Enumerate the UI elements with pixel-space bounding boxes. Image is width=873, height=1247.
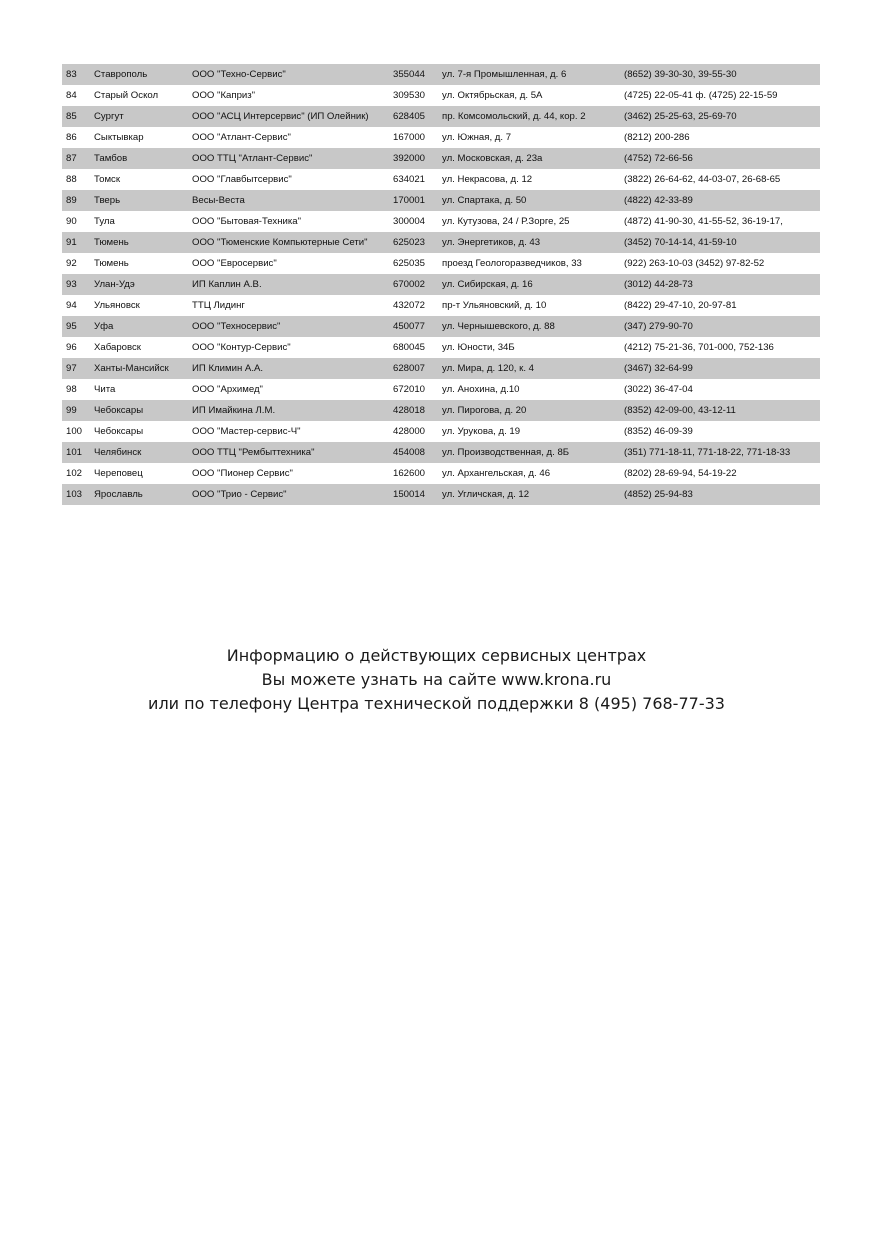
row-address: ул. Спартака, д. 50 (442, 195, 527, 206)
row-number: 103 (66, 489, 83, 500)
row-postal-code: 162600 (393, 468, 426, 479)
row-number: 101 (66, 447, 83, 458)
row-phone: (4852) 25-94-83 (624, 489, 693, 500)
row-number: 87 (66, 153, 77, 164)
row-number: 98 (66, 384, 77, 395)
row-organization: ООО ТТЦ "Рембыттехника" (192, 447, 315, 458)
row-number: 93 (66, 279, 77, 290)
row-organization: ООО "Мастер-сервис-Ч" (192, 426, 301, 437)
row-address: пр. Комсомольский, д. 44, кор. 2 (442, 111, 586, 122)
row-address: ул. Южная, д. 7 (442, 132, 512, 143)
row-postal-code: 355044 (393, 69, 426, 80)
row-organization: ООО "Контур-Сервис" (192, 342, 291, 353)
row-postal-code: 450077 (393, 321, 426, 332)
row-city: Старый Оскол (94, 90, 159, 101)
row-organization: ТТЦ Лидинг (192, 300, 245, 311)
row-address: ул. Кутузова, 24 / Р.Зорге, 25 (442, 216, 570, 227)
row-city: Уфа (94, 321, 114, 332)
row-number: 83 (66, 69, 77, 80)
row-phone: (3822) 26-64-62, 44-03-07, 26-68-65 (624, 174, 781, 185)
row-address: ул. Сибирская, д. 16 (442, 279, 533, 290)
row-address: ул. Угличская, д. 12 (442, 489, 530, 500)
table-row (62, 274, 820, 295)
row-organization: ООО ТТЦ "Атлант-Сервис" (192, 153, 313, 164)
row-number: 100 (66, 426, 83, 437)
row-postal-code: 392000 (393, 153, 426, 164)
row-phone: (3022) 36-47-04 (624, 384, 693, 395)
table-row (62, 463, 820, 484)
support-info (0, 644, 873, 716)
row-city: Череповец (94, 468, 143, 479)
row-city: Хабаровск (94, 342, 141, 353)
row-phone: (4212) 75-21-36, 701-000, 752-136 (624, 342, 774, 353)
table-row (62, 169, 820, 190)
row-postal-code: 150014 (393, 489, 426, 500)
row-phone: (8352) 46-09-39 (624, 426, 693, 437)
row-address: ул. Производственная, д. 8Б (442, 447, 570, 458)
row-postal-code: 672010 (393, 384, 426, 395)
row-city: Ярославль (94, 489, 143, 500)
row-phone: (8212) 200-286 (624, 132, 690, 143)
row-organization: ИП Имайкина Л.М. (192, 405, 276, 416)
row-city: Ханты-Мансийск (94, 363, 169, 374)
row-postal-code: 300004 (393, 216, 426, 227)
row-organization: ООО "Атлант-Сервис" (192, 132, 291, 143)
row-postal-code: 170001 (393, 195, 426, 206)
row-postal-code: 625023 (393, 237, 426, 248)
table-row (62, 484, 820, 505)
table-row (62, 106, 820, 127)
row-phone: (8202) 28-69-94, 54-19-22 (624, 468, 737, 479)
table-row (62, 358, 820, 379)
table-row (62, 211, 820, 232)
row-organization: ООО "Каприз" (192, 90, 256, 101)
row-city: Сургут (94, 111, 124, 122)
row-organization: ООО "Пионер Сервис" (192, 468, 293, 479)
row-city: Сыктывкар (94, 132, 144, 143)
support-info-line-1: Информацию о действующих сервисных центрах (226, 646, 647, 665)
row-address: ул. Некрасова, д. 12 (442, 174, 533, 185)
row-phone: (3467) 32-64-99 (624, 363, 693, 374)
row-city: Тюмень (94, 258, 129, 269)
row-number: 89 (66, 195, 77, 206)
support-info-line-2: Вы можете узнать на сайте www.krona.ru (261, 670, 612, 689)
row-phone: (8652) 39-30-30, 39-55-30 (624, 69, 737, 80)
row-phone: (8422) 29-47-10, 20-97-81 (624, 300, 737, 311)
row-phone: (4822) 42-33-89 (624, 195, 693, 206)
row-organization: ООО "Евросервис" (192, 258, 277, 269)
row-organization: ИП Климин А.А. (192, 363, 264, 374)
table-row (62, 316, 820, 337)
row-postal-code: 634021 (393, 174, 426, 185)
table-row (62, 127, 820, 148)
row-organization: ИП Каплин А.В. (192, 279, 262, 290)
service-centers-table (62, 64, 820, 505)
row-city: Тула (94, 216, 115, 227)
row-postal-code: 670002 (393, 279, 426, 290)
row-city: Тверь (94, 195, 121, 206)
row-number: 85 (66, 111, 77, 122)
row-phone: (4872) 41-90-30, 41-55-52, 36-19-17, (624, 216, 783, 227)
row-city: Ставрополь (94, 69, 148, 80)
table-row (62, 64, 820, 85)
table-row (62, 148, 820, 169)
table-row (62, 190, 820, 211)
table-row (62, 337, 820, 358)
table-row (62, 379, 820, 400)
row-phone: (4752) 72-66-56 (624, 153, 693, 164)
row-postal-code: 454008 (393, 447, 426, 458)
row-address: ул. Архангельская, д. 46 (442, 468, 551, 479)
table-row (62, 85, 820, 106)
row-phone: (8352) 42-09-00, 43-12-11 (624, 405, 736, 416)
row-organization: ООО "Тюменские Компьютерные Сети" (192, 237, 368, 248)
row-phone: (351) 771-18-11, 771-18-22, 771-18-33 (624, 447, 791, 458)
row-phone: (4725) 22-05-41 ф. (4725) 22-15-59 (624, 90, 778, 101)
row-city: Томск (94, 174, 121, 185)
row-number: 95 (66, 321, 77, 332)
table-row (62, 253, 820, 274)
row-city: Чебоксары (94, 426, 144, 437)
row-postal-code: 428018 (393, 405, 426, 416)
row-number: 88 (66, 174, 77, 185)
table-row (62, 421, 820, 442)
row-city: Тюмень (94, 237, 129, 248)
row-address: ул. Пирогова, д. 20 (442, 405, 527, 416)
row-postal-code: 680045 (393, 342, 426, 353)
row-number: 94 (66, 300, 77, 311)
row-organization: ООО "Техносервис" (192, 321, 281, 332)
table-row (62, 400, 820, 421)
row-address: ул. Урукова, д. 19 (442, 426, 521, 437)
row-city: Тамбов (94, 153, 128, 164)
row-number: 90 (66, 216, 77, 227)
row-address: ул. Мира, д. 120, к. 4 (442, 363, 534, 374)
row-city: Чита (94, 384, 116, 395)
row-phone: (3452) 70-14-14, 41-59-10 (624, 237, 737, 248)
row-number: 102 (66, 468, 83, 479)
row-postal-code: 628405 (393, 111, 426, 122)
row-number: 91 (66, 237, 77, 248)
row-address: ул. Московская, д. 23а (442, 153, 543, 164)
row-postal-code: 432072 (393, 300, 426, 311)
row-city: Челябинск (94, 447, 142, 458)
row-postal-code: 167000 (393, 132, 426, 143)
row-organization: ООО "Бытовая-Техника" (192, 216, 302, 227)
row-address: проезд Геологоразведчиков, 33 (442, 258, 582, 269)
row-number: 86 (66, 132, 77, 143)
row-address: ул. Октябрьская, д. 5А (442, 90, 543, 101)
table-row (62, 232, 820, 253)
row-organization: ООО "Архимед" (192, 384, 263, 395)
support-info-line-3: или по телефону Центра технической поддержки 8 (495) 768-77-33 (148, 694, 725, 713)
row-phone: (922) 263-10-03 (3452) 97-82-52 (624, 258, 765, 269)
row-address: ул. Юности, 34Б (442, 342, 515, 353)
row-address: пр-т Ульяновский, д. 10 (442, 300, 547, 311)
row-city: Ульяновск (94, 300, 140, 311)
row-number: 96 (66, 342, 77, 353)
row-address: ул. Энергетиков, д. 43 (442, 237, 541, 248)
row-organization: Весы-Веста (192, 195, 245, 206)
row-address: ул. Чернышевского, д. 88 (442, 321, 555, 332)
row-organization: ООО "АСЦ Интерсервис" (ИП Олейник) (192, 111, 369, 122)
row-phone: (3462) 25-25-63, 25-69-70 (624, 111, 737, 122)
row-address: ул. 7-я Промышленная, д. 6 (442, 69, 567, 80)
row-city: Чебоксары (94, 405, 144, 416)
row-number: 99 (66, 405, 77, 416)
row-organization: ООО "Главбытсервис" (192, 174, 292, 185)
row-postal-code: 309530 (393, 90, 426, 101)
row-organization: ООО "Трио - Сервис" (192, 489, 287, 500)
row-phone: (347) 279-90-70 (624, 321, 693, 332)
row-city: Улан-Удэ (94, 279, 135, 290)
table-row (62, 442, 820, 463)
table-row (62, 295, 820, 316)
row-phone: (3012) 44-28-73 (624, 279, 693, 290)
row-postal-code: 428000 (393, 426, 426, 437)
row-postal-code: 625035 (393, 258, 426, 269)
row-number: 84 (66, 90, 77, 101)
row-organization: ООО "Техно-Сервис" (192, 69, 286, 80)
row-number: 97 (66, 363, 77, 374)
row-postal-code: 628007 (393, 363, 426, 374)
row-number: 92 (66, 258, 77, 269)
row-address: ул. Анохина, д.10 (442, 384, 520, 395)
